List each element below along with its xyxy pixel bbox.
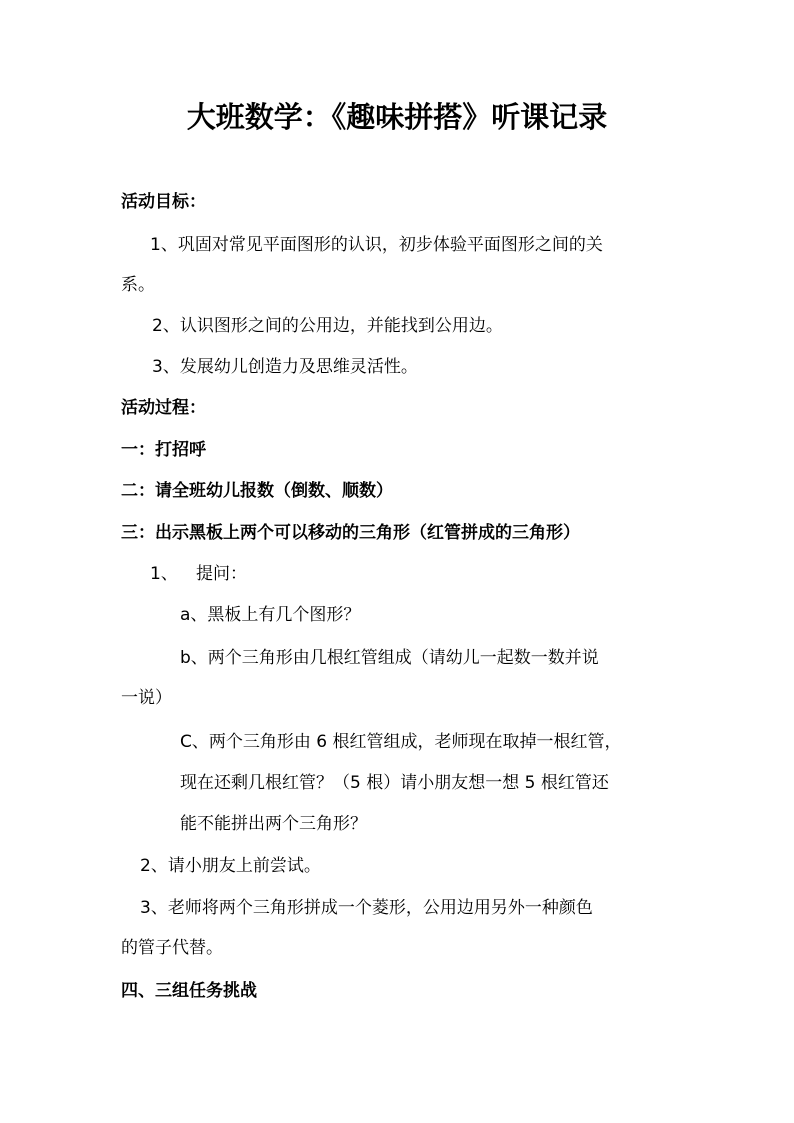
- page-title: 大班数学：《趣味拼搭》听课记录: [186, 100, 608, 134]
- goal-2: 2、认识图形之间的公用边，并能找到公用边。: [152, 316, 503, 336]
- goal-3: 3、发展幼儿创造力及思维灵活性。: [152, 357, 418, 377]
- process-heading: 活动过程：: [121, 398, 206, 418]
- step-3-item-2: 2、请小朋友上前尝试。: [140, 856, 321, 876]
- step-3: 三：出示黑板上两个可以移动的三角形（红管拼成的三角形）: [121, 523, 580, 543]
- step-1: 一：打招呼: [121, 440, 206, 460]
- question-a: a、黑板上有几个图形？: [180, 605, 361, 625]
- question-b-line-2: 一说）: [121, 688, 172, 708]
- step-3-ask-number: 1、: [150, 564, 178, 584]
- goal-1-line-1: 1、巩固对常见平面图形的认识，初步体验平面图形之间的关: [150, 235, 603, 255]
- step-3-item-3-line-1: 3、老师将两个三角形拼成一个菱形，公用边用另外一种颜色: [140, 898, 593, 918]
- goals-heading: 活动目标：: [121, 192, 206, 212]
- step-3-item-3-line-2: 的管子代替。: [121, 938, 223, 958]
- goal-1-line-2: 系。: [121, 275, 155, 295]
- question-b-line-1: b、两个三角形由几根红管组成（请幼儿一起数一数并说: [180, 648, 599, 668]
- question-c-line-1: C、两个三角形由 6 根红管组成，老师现在取掉一根红管，: [180, 732, 622, 752]
- question-c-line-2: 现在还剩几根红管？（5 根）请小朋友想一想 5 根红管还: [180, 773, 609, 793]
- step-4: 四、三组任务挑战: [121, 981, 257, 1001]
- step-2: 二：请全班幼儿报数（倒数、顺数）: [121, 481, 393, 501]
- question-c-line-3: 能不能拼出两个三角形？: [180, 814, 367, 834]
- step-3-ask-label: 提问：: [196, 564, 247, 584]
